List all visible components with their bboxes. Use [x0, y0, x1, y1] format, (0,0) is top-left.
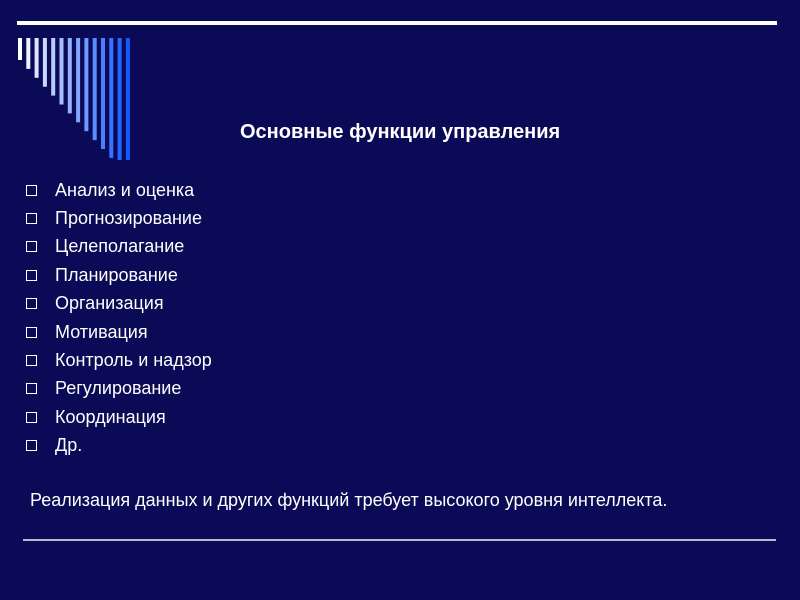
bullet-text: Планирование — [55, 264, 178, 285]
bullet-item — [26, 176, 212, 204]
bullet-item — [26, 233, 212, 261]
bullet-text: Анализ и оценка — [55, 179, 195, 200]
square-bullet-icon — [26, 412, 37, 423]
bullet-item — [26, 432, 212, 460]
slide-title: Основные функции управления — [240, 121, 561, 143]
bullet-text: Др. — [55, 435, 83, 456]
decorative-stripe — [126, 38, 130, 160]
bullet-text: Координация — [55, 406, 166, 427]
bullet-item — [26, 261, 212, 289]
square-bullet-icon — [26, 185, 37, 196]
decorative-stripe — [76, 38, 80, 122]
bullet-list — [26, 176, 212, 460]
square-bullet-icon — [26, 213, 37, 224]
decorative-stripe — [51, 38, 55, 96]
square-bullet-icon — [26, 383, 37, 394]
decorative-stripe — [109, 38, 113, 158]
square-bullet-icon — [26, 440, 37, 451]
square-bullet-icon — [26, 298, 37, 309]
bullet-item — [26, 346, 212, 374]
decorative-stripe — [26, 38, 30, 69]
bullet-text: Мотивация — [55, 321, 148, 342]
bullet-item — [26, 403, 212, 431]
decorative-stripe — [43, 38, 47, 87]
decorative-stripe — [18, 38, 22, 60]
decorative-stripe — [93, 38, 97, 140]
bullet-text: Организация — [55, 293, 164, 314]
square-bullet-icon — [26, 355, 37, 366]
bullet-item — [26, 204, 212, 232]
footnote-text: Реализация данных и других функций требует высокого уровня интеллекта. — [30, 490, 668, 510]
decorative-stripe — [118, 38, 122, 160]
decorative-stripe — [84, 38, 88, 131]
decorative-stripe — [35, 38, 39, 78]
bullet-text: Регулирование — [55, 378, 182, 399]
square-bullet-icon — [26, 241, 37, 252]
bullet-text: Прогнозирование — [55, 208, 202, 229]
bullet-item — [26, 375, 212, 403]
bullet-item — [26, 290, 212, 318]
bottom-rule — [23, 539, 776, 541]
bullet-item — [26, 318, 212, 346]
square-bullet-icon — [26, 270, 37, 281]
decorative-stripe — [101, 38, 105, 149]
decorative-stripe — [60, 38, 64, 105]
square-bullet-icon — [26, 327, 37, 338]
bullet-text: Контроль и надзор — [55, 350, 212, 371]
decorative-stripe — [68, 38, 72, 113]
bullet-text: Целеполагание — [55, 236, 185, 257]
